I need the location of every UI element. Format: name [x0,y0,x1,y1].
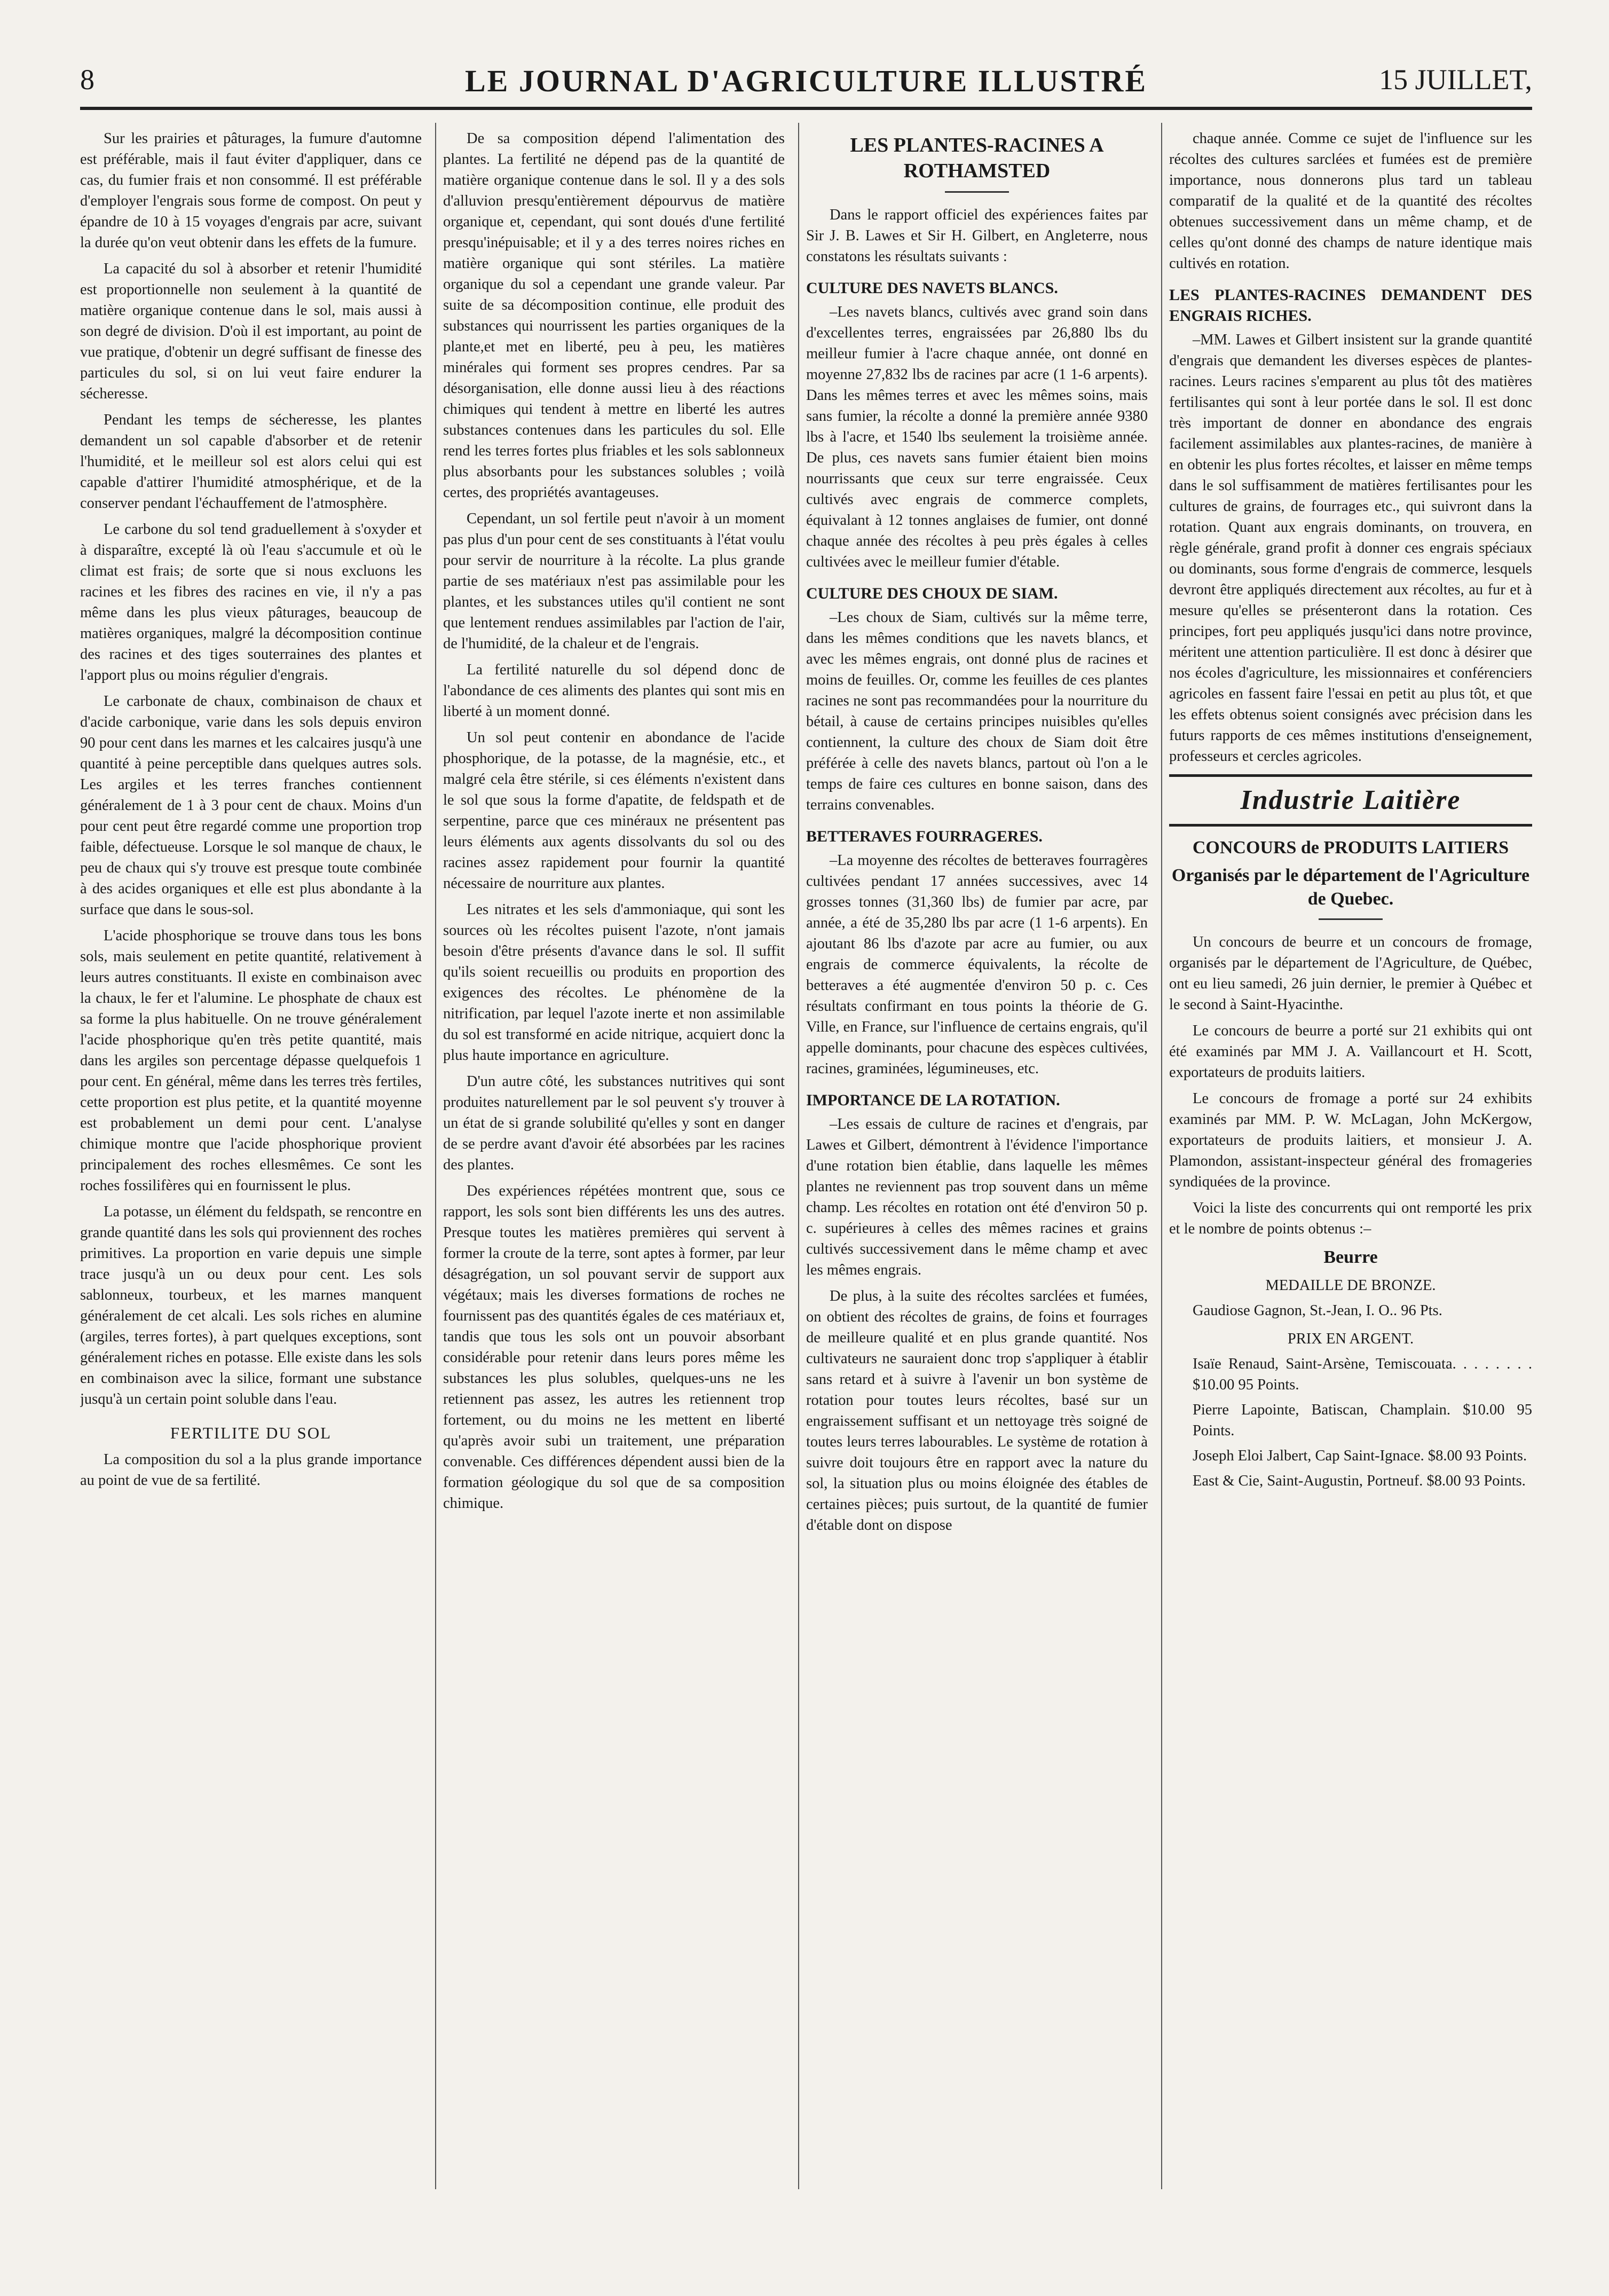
paragraph: Des expériences répétées montrent que, sous ce rapport, les sols sont bien différents les uns des autres. Presque toutes les matières premières qui servent à former la croute de la terre, sont aptes à former, par leur désagrégation, un sol pouvant servir de support aux végétaux; mais les diverses formations de roches ne fournissent pas des quantités égales de ces matériaux et, tandis que tous les sols ont un pouvoir absorbant considérable pour retenir dans leurs pores même les substances les plus solubles, quelques-uns ne les retiennent pas assez, les autres les retiennent trop fortement, ou du moins ne les mettent en liberté qu'après avoir subi un traitement, une préparation convenable. Ces différences dépendent aussi bien de la formation géologique du sol que de sa composition chimique. [443,1183,785,1512]
subsection-heading: CULTURE DES NAVETS BLANCS. [806,279,1058,297]
paragraph: Le carbonate de chaux, combinaison de chaux et d'acide carbonique, varie dans les sols depuis environ 90 pour cent dans les marnes et les calcaires jusqu'à une quantité à peine perceptible dans quelques autres sols. Les argiles et les terres franches contiennent généralement de 1 à 3 pour cent de chaux. Moins d'un pour cent peut être regardé comme une proportion trop faible, défectueuse. Lorsque le sol manque de chaux, le peu de chaux qui s'y trouve est presque toute combinée à des acides organiques et elle est plus abondante à la surface que dans le sous-sol. [80,693,422,918]
article-title: CONCOURS de PRODUITS LAITIERS [1192,838,1509,858]
paragraph: Dans le rapport officiel des expériences faites par Sir J. B. Lawes et Sir H. Gilbert, en Angleterre, nous constatons les résultats suivants : [806,207,1148,265]
paragraph: chaque année. Comme ce sujet de l'influence sur les récoltes des cultures sarclées et fumées est de première importance, nous donnerons plus tard un tableau comparatif de la qualité et de la quantité des récoltes obtenues successivement dans un même champ, et de celles qu'ont donné des champs de nature identique mais cultivés en rotation. [1169,130,1532,272]
paragraph: La fertilité naturelle du sol dépend donc de l'abondance de ces aliments des plantes qui sont mis en liberté à un moment donné. [443,662,785,720]
column-divider [435,123,436,2189]
subsection-heading: CULTURE DES CHOUX DE SIAM. [806,585,1058,602]
newspaper-title: LE JOURNAL D'AGRICULTURE ILLUSTRÉ [464,64,1148,98]
article-subtitle: Organisés par le département de l'Agriculture de Quebec. [1171,866,1530,909]
issue-date: 15 JUILLET, [1379,64,1532,96]
paragraph: –Les choux de Siam, cultivés sur la même terre, dans les mêmes conditions que les navets blancs, et avec les mêmes engrais, ont donné plus de racines et moins de feuilles. Or, comme les feuilles de ces plantes racines ne sont pas recommandées pour la nourriture du bétail, à cause de certains principes nuisibles qu'elles contiennent, la culture des choux de Siam doit être préférée à celle des navets blancs, partout où l'on a le temps de faire ces cultures en bonne saison, dans des terrains convenables. [806,609,1148,813]
column-divider [798,123,799,2189]
award-heading: PRIX EN ARGENT. [1287,1331,1414,1347]
paragraph: Un sol peut contenir en abondance de l'acide phosphorique, de la potasse, de la magnésie, etc., et malgré cela être stérile, si ces éléments n'existent dans le sol que sous la forme d'apatite, de feldspath et de serpentine, parce que ces minéraux ne présentent pas leurs éléments aux agents dissolvants du sol ou des racines assez rapidement pour fournir la quantité nécessaire de nourriture aux plantes. [443,729,785,892]
paragraph: –MM. Lawes et Gilbert insistent sur la grande quantité d'engrais que demandent les diverses espèces de plantes-racines. Leurs racines s'emparent au plus tôt des matières fertilisantes qui sont à leur portée dans le sol. Il est donc très important de donner en abondance des engrais facilement assimilables aux plantes-racines, de manière à en obtenir les plus fortes récoltes, et laisser en même temps dans le sol suffisamment de matières fertilisantes pour les cultures de grains, de fourrages etc., qui suivront dans la rotation. Quant aux engrais dominants, on trouvera, en règle générale, grand profit à donner ces engrais spéciaux ou dominants, sous forme d'engrais de commerce, lesquels devront être appliqués directement aux récoltes, au fur et à mesure qu'elles se présenteront dans la rotation. Ces principes, fort peu appliqués jusqu'ici dans notre province, méritent une attention particulière. Il est donc à désirer que nos écoles d'agriculture, les missionnaires et conférenciers agricoles en fassent faire l'essai en petit au plus tôt, et que les effets obtenus soient consignés avec précision dans les futurs rapports de ces mêmes institutions d'enseignement, professeurs et cercles agricoles. [1169,332,1532,765]
paragraph: Le concours de beurre a porté sur 21 exhibits qui ont été examinés par MM J. A. Vaillancourt et H. Scott, exportateurs de produits laitiers. [1169,1023,1532,1081]
paragraph: La capacité du sol à absorber et retenir l'humidité est proportionnelle non seulement à la quantité de matière organique contenue dans le sol, mais aussi à son degré de division. D'où il est important, au point de vue pratique, d'obtenir un degré suffisant de finesse des particules du sol, si on lui veut faire endurer la sécheresse. [80,261,422,402]
paragraph: La composition du sol a la plus grande importance au point de vue de sa fertilité. [80,1451,422,1489]
section-banner: Industrie Laitière [1169,774,1532,827]
article-title: LES PLANTES-RACINES A ROTHAMSTED [850,134,1104,182]
column-1 [80,128,422,2189]
paragraph: La potasse, un élément du feldspath, se rencontre en grande quantité dans les sols qui proviennent des roches primitives. La proportion en varie depuis une simple trace jusqu'à un ou deux pour cent. Les sols sablonneux, tourbeux, et les marnes manquent généralement de cet alcali. Les sols riches en alumine (argiles, terres fortes), à part quelques exceptions, sont généralement riches en potasse. Elle existe dans les sols en combinaison avec la silice, formant une substance jusqu'à un certain point soluble dans l'eau. [80,1204,422,1408]
paragraph: –La moyenne des récoltes de betteraves fourragères cultivées pendant 17 années successives, avec 14 grosses tonnes (31,360 lbs) de fumier par acre, par année, a été de 35,280 lbs par acre (1 1-6 arpents). En ajoutant 86 lbs d'azote par acre au fumier, ou aux engrais de commerce équivalents, la récolte de betteraves a été augmentée d'environ 50 p. c. Ces résultats confirmant en tous points la théorie de G. Ville, en France, sur l'influence de certains engrais, qu'il appelle dominants, pour chacune des espèces cultivées, racines, graminées, légumineuses, etc. [806,852,1148,1077]
paragraph: Le concours de fromage a porté sur 24 exhibits examinés par MM. P. W. McLagan, John McKergow, exportateurs de produits laitiers, et monsieur J. A. Plamondon, assistant-inspecteur général des fromageries syndiquées de la province. [1169,1090,1532,1190]
paragraph: D'un autre côté, les substances nutritives qui sont produites naturellement par le sol peuvent s'y trouver à un état de si grande solubilité qu'elles y sont en danger de se perdre avant d'avoir été absorbées par les racines des plantes. [443,1073,785,1173]
prize-entry: Isaïe Renaud, Saint-Arsène, Temiscouata. . . . . . . . $10.00 95 Points. [1193,1356,1532,1393]
subsection-heading: IMPORTANCE DE LA ROTATION. [806,1091,1060,1109]
paragraph: Pendant les temps de sécheresse, les plantes demandent un sol capable d'absorber et de retenir l'humidité, et le meilleur sol est alors celui qui est capable d'attirer l'humidité atmosphérique, et de la conserver pendant l'échauffement de l'atmosphère. [80,412,422,512]
column-2 [443,128,785,2189]
title-rule [945,191,1009,193]
prize-entry: Gaudiose Gagnon, St.-Jean, I. O.. 96 Pts. [1193,1302,1442,1319]
prize-entry: Joseph Eloi Jalbert, Cap Saint-Ignace. $8.00 93 Points. [1193,1448,1527,1464]
paragraph: De sa composition dépend l'alimentation des plantes. La fertilité ne dépend pas de la quantité de matière organique contenue dans le sol. Il y a des sols d'alluvion presqu'entièrement dépourvus de matière organique et, cependant, qui sont doués d'une fertilité presqu'inépuisable; et il y a des terres noires riches en matière organique qui sont stériles. La matière organique du sol a cependant une grande valeur. Par suite de sa décomposition continue, elle produit des substances qui nourrissent les parties organiques de la plante,et met en liberté, peu à peu, les matières minérales qui forment ses propres cendres. Par sa désorganisation, elle donne aussi lieu à des réactions chimiques qui tendent à mettre en liberté les autres substances contenues dans les particules du sol. Elle rend les terres fortes plus friables et les sols sablonneux plus absorbants pour les substances solubles ; voilà certes, des propriétés avantageuses. [443,130,785,501]
paragraph: Voici la liste des concurrents qui ont remporté les prix et le nombre de points obtenus :– [1169,1200,1532,1237]
paragraph: De plus, à la suite des récoltes sarclées et fumées, on obtient des récoltes de grains, de foins et fourrages de meilleure qualité et en plus grande quantité. Nos cultivateurs ne sauraient donc trop s'appliquer à établir sans retard et à suivre à l'avenir un bon système de rotation pour toutes leurs récoltes, basé sur un engraissement suffisant et un nettoyage très soigné de toutes leurs terres labourables. Le système de rotation à suivre doit toujours être en rapport avec la nature du sol, la situation plus ou moins éloignée des étables de certaines pièces; puis surtout, de la quantité de fumier d'étable dont on dispose [806,1288,1148,1534]
paragraph: Sur les prairies et pâturages, la fumure d'automne est préférable, mais il faut éviter d'appliquer, dans ce cas, du fumier frais et non consommé. Il est préférable d'employer l'engrais sous forme de compost. On peut y épandre de 10 à 15 voyages d'engrais par acre, suivant la durée qu'on veut obtenir dans les effets de la fumure. [80,130,422,251]
award-heading: MEDAILLE DE BRONZE. [1265,1277,1436,1294]
paragraph: –Les navets blancs, cultivés avec grand soin dans d'excellentes terres, engraissées par 26,880 lbs du meilleur fumier à l'acre chaque année, ont donné en moyenne 27,832 lbs de racines par acre (1 1-6 arpents). Dans les mêmes terres et avec les mêmes soins, mais sans fumier, la récolte a donné la première année 9380 lbs à l'acre, et 1540 lbs seulement la troisième année. De plus, ces navets sans fumier étaient bien moins nourrissants que ceux sur terre engraissée. Ceux cultivés avec engrais de commerce complets, équivalant à 12 tonnes anglaises de fumier, ont donné chaque année des récoltes à peu près égales à celles cultivées avec le meilleur fumier d'étable. [806,304,1148,570]
section-heading: FERTILITE DU SOL [170,1424,332,1442]
paragraph: –Les essais de culture de racines et d'engrais, par Lawes et Gilbert, démontrent à l'évidence l'importance d'une rotation bien établie, dans laquelle les mêmes plantes ne reviennent pas trop souvent dans un même champ. Les récoltes en rotation ont été d'environ 50 p. c. supérieures à celles des mêmes racines et grains cultivés successivement dans le même champ et avec les mêmes engrais. [806,1116,1148,1278]
prize-entry: East & Cie, Saint-Augustin, Portneuf. $8.00 93 Points. [1193,1473,1526,1489]
paragraph: Les nitrates et les sels d'ammoniaque, qui sont les sources où les récoltes puisent l'azote, n'ont jamais besoin d'être présents d'avance dans le sol. Il suffit qu'ils soient recueillis ou produits en proportion des exigences des récoltes. Le phénomène de la nitrification, par lequel l'azote inerte et non assimilable du sol est transformé en acide nitrique, acquiert donc la plus haute importance en agriculture. [443,901,785,1064]
paragraph: Le carbone du sol tend graduellement à s'oxyder et à disparaître, excepté là où l'eau s'accumule et où le climat est frais; de sorte que si nous excluons les racines et les fibres des racines en vie, il n'y a pas même dans les plus vieux pâturages, beaucoup de matières organiques, malgré la décomposition continue des racines et des tiges souterraines des plantes et l'apport plus ou moins régulier d'engrais. [80,521,422,683]
prize-entry: Pierre Lapointe, Batiscan, Champlain. $10.00 95 Points. [1193,1402,1532,1439]
paragraph: Un concours de beurre et un concours de fromage, organisés par le département de l'Agriculture, de Québec, ont eu lieu samedi, 26 juin dernier, le premier à Québec et le second à Saint-Hyacinthe. [1169,934,1532,1013]
column-3 [806,128,1148,2189]
page-number: 8 [80,64,94,96]
category-heading: Beurre [1323,1247,1378,1267]
masthead [80,63,1532,100]
masthead-rule [80,107,1532,110]
paragraph: Cependant, un sol fertile peut n'avoir à un moment pas plus d'un pour cent de ses constituants à l'état voulu pour servir de nourriture à la récolte. La plus grande partie de ses matériaux n'est pas assimilable pour les plantes, et les substances utiles qu'il contient ne sont que lentement rendues assimilables par l'action de l'air, de l'humidité, de la chaleur et de l'engrais. [443,510,785,652]
subsection-heading: LES PLANTES-RACINES DEMANDENT DES ENGRAIS RICHES. [1169,286,1532,325]
column-4 [1169,128,1532,2189]
paragraph: L'acide phosphorique se trouve dans tous les bons sols, mais seulement en petite quantité, relativement à leurs autres constituants. Il existe en combinaison avec la chaux, le fer et l'alumine. Le phosphate de chaux est sa forme la plus habituelle. On ne trouve généralement l'acide phosphorique qu'en très petite quantité, mais dans les argiles son percentage dépasse quelquefois 1 pour cent. En général, même dans les terres très fertiles, cette proportion est plus petite, et la quantité moyenne est probablement un demi pour cent. L'analyse chimique montre que l'acide phosphorique provient principalement des roches ellesmêmes. Ce sont les roches fossilifères qui en fournissent le plus. [80,927,422,1194]
subsection-heading: BETTERAVES FOURRAGERES. [806,828,1043,845]
column-divider [1161,123,1162,2189]
title-rule [1319,918,1383,920]
